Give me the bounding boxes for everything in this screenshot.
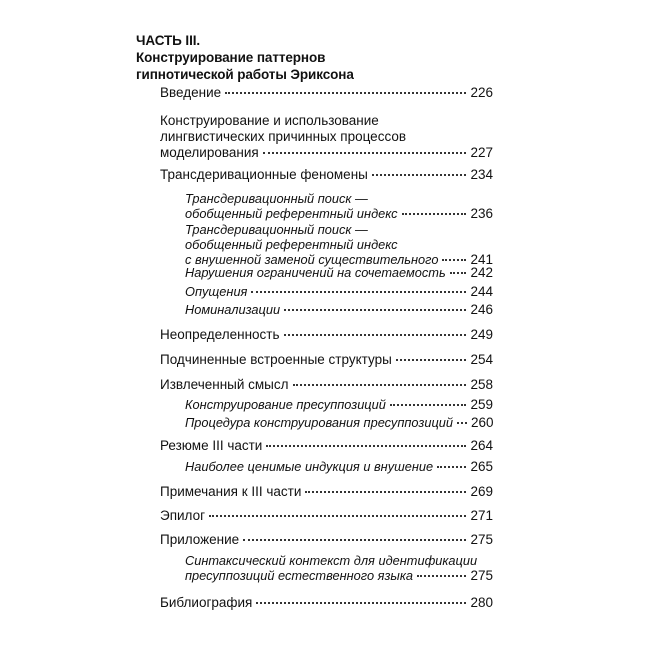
dot-leader (293, 384, 467, 386)
toc-entry-title-line: лингвистических причинных процессов (160, 129, 407, 144)
toc-entry-title: Конструирование пресуппозиций (185, 397, 386, 412)
toc-entry[interactable] (160, 113, 493, 161)
toc-entry[interactable] (160, 377, 493, 393)
toc-entry-title-line: Трансдеривационный поиск — (185, 222, 368, 237)
toc-entry-title-line: Трансдеривационный поиск — (185, 191, 368, 206)
toc-page-number: 269 (470, 484, 493, 499)
toc-page-number: 226 (470, 85, 493, 100)
toc-entry-title: Номинализации (185, 302, 281, 317)
dot-leader (396, 359, 467, 361)
toc-entry-title: моделирования (160, 145, 259, 160)
toc-subentry[interactable] (185, 265, 493, 280)
toc-entry-title: Подчиненные встроенные структуры (160, 352, 392, 367)
dot-leader (390, 404, 467, 406)
toc-entry[interactable] (160, 85, 493, 101)
toc-page-number: 246 (470, 302, 493, 317)
toc-page-number: 254 (470, 352, 493, 367)
toc-page-number: 258 (470, 377, 493, 392)
toc-page-number: 249 (470, 327, 493, 342)
dot-leader (243, 539, 466, 541)
toc-entry-title: пресуппозиций естественного языка (185, 568, 413, 583)
toc-page-number: 260 (471, 415, 494, 430)
part-title-line2: гипнотической работы Эриксона (136, 67, 354, 82)
toc-entry-title: Введение (160, 85, 222, 100)
toc-subentry[interactable] (185, 459, 493, 474)
toc-entry[interactable] (160, 167, 493, 183)
toc-entry-title-line: Синтаксический контекст для идентификации (185, 553, 478, 568)
toc-subentry[interactable] (185, 397, 493, 412)
toc-entry-title: Опущения (185, 284, 248, 299)
toc-entry-title: Эпилог (160, 508, 206, 523)
toc-subentry[interactable] (185, 191, 493, 221)
toc-page-number: 234 (470, 167, 493, 182)
toc-page-number: 227 (470, 145, 493, 160)
toc-page-number: 271 (470, 508, 493, 523)
toc-page-number: 275 (470, 568, 493, 583)
toc-entry-title: Резюме III части (160, 438, 263, 453)
dot-leader (372, 174, 467, 176)
dot-leader (266, 445, 466, 447)
dot-leader (437, 466, 466, 468)
toc-entry[interactable] (160, 595, 493, 611)
toc-entry-title: Библиография (160, 595, 253, 610)
toc-entry[interactable] (160, 327, 493, 343)
toc-page-number: 242 (470, 265, 493, 280)
dot-leader (402, 213, 467, 215)
dot-leader (450, 272, 467, 274)
dot-leader (263, 152, 467, 154)
toc-entry[interactable] (160, 532, 493, 548)
dot-leader (417, 575, 466, 577)
toc-entry-title: обобщенный референтный индекс (185, 206, 398, 221)
toc-entry-title: Процедура конструирования пресуппозиций (185, 415, 453, 430)
toc-page-number: 265 (470, 459, 493, 474)
dot-leader (209, 515, 466, 517)
toc-entry-title: Извлеченный смысл (160, 377, 289, 392)
toc-subentry[interactable] (185, 302, 493, 317)
toc-page-number: 275 (470, 532, 493, 547)
toc-entry[interactable] (160, 508, 493, 524)
toc-page-number: 236 (470, 206, 493, 221)
toc-entry-title: Примечания к III части (160, 484, 302, 499)
part-title-line1: Конструирование паттернов (136, 50, 326, 65)
toc-entry[interactable] (160, 352, 493, 368)
toc-subentry[interactable] (185, 553, 493, 583)
dot-leader (442, 259, 466, 261)
dot-leader (284, 309, 466, 311)
toc-entry-title: Наиболее ценимые индукция и внушение (185, 459, 434, 474)
toc-entry[interactable] (160, 484, 493, 500)
toc-page-number: 259 (470, 397, 493, 412)
toc-entry-title: Трансдеривационные феномены (160, 167, 368, 182)
dot-leader (457, 422, 467, 424)
toc-entry-title: с внушенной заменой существительного (185, 252, 439, 267)
toc-page-number: 241 (470, 252, 493, 267)
toc-entry-title: Неопределенность (160, 327, 280, 342)
toc-subentry[interactable] (185, 415, 493, 430)
toc-entry-title: Нарушения ограничений на сочетаемость (185, 265, 446, 280)
toc-page-number: 244 (470, 284, 493, 299)
dot-leader (256, 602, 466, 604)
dot-leader (251, 291, 466, 293)
part-number: ЧАСТЬ III. (136, 33, 201, 48)
toc-page-number: 264 (470, 438, 493, 453)
toc-entry-title-line: обобщенный референтный индекс (185, 237, 398, 252)
toc-subentry[interactable] (185, 222, 493, 267)
toc-subentry[interactable] (185, 284, 493, 299)
toc-entry-title-line: Конструирование и использование (160, 113, 379, 128)
dot-leader (284, 334, 467, 336)
dot-leader (225, 92, 466, 94)
toc-page-number: 280 (470, 595, 493, 610)
dot-leader (305, 491, 466, 493)
toc-entry[interactable] (160, 438, 493, 454)
toc-entry-title: Приложение (160, 532, 240, 547)
